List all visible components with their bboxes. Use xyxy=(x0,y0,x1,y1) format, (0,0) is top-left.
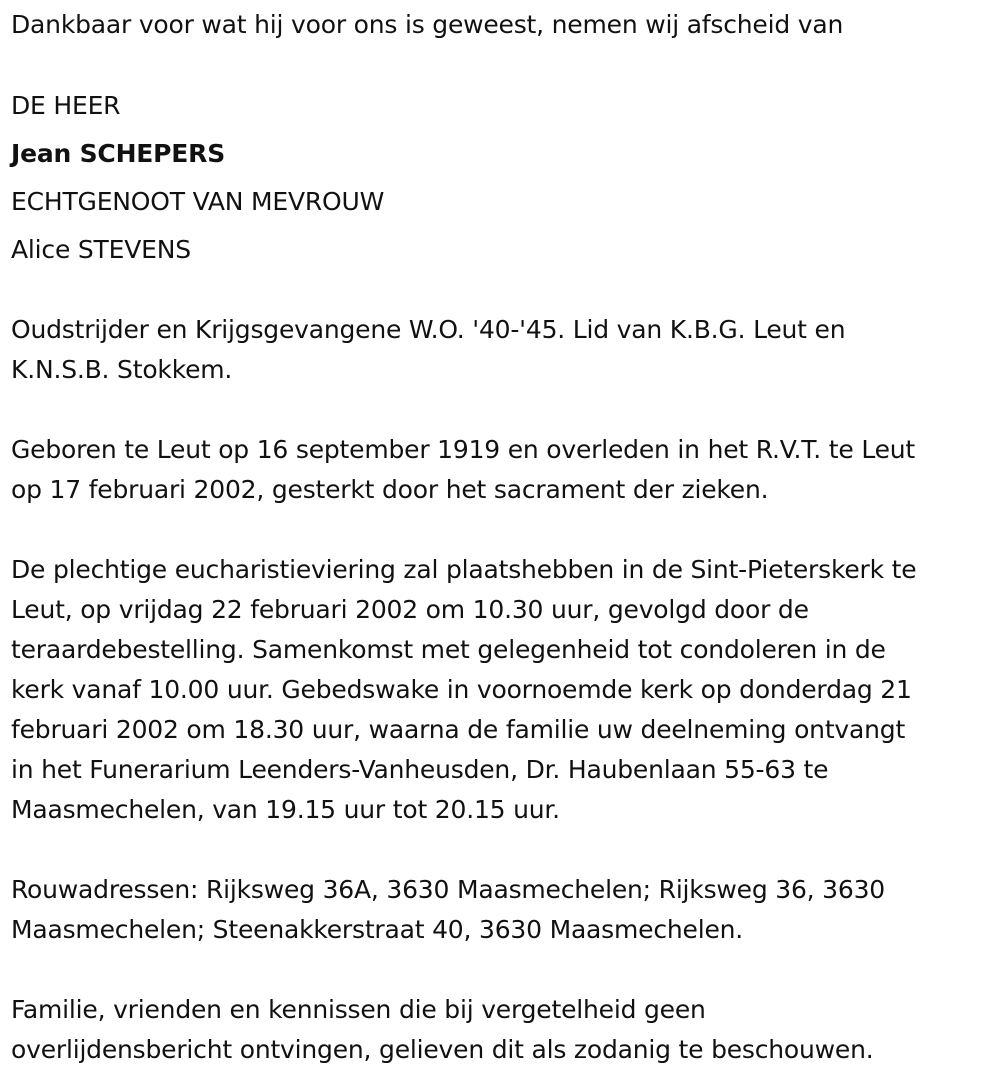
paragraph-line: Leut, op vrijdag 22 februari 2002 om 10.30 uur, gevolgd door de xyxy=(11,595,809,624)
paragraph-line: Maasmechelen, van 19.15 uur tot 20.15 uur. xyxy=(11,795,560,824)
intro-text: Dankbaar voor wat hij voor ons is geweest, nemen wij afscheid van xyxy=(11,10,844,39)
paragraph-line: Geboren te Leut op 16 september 1919 en overleden in het R.V.T. te Leut xyxy=(11,435,916,464)
paragraph-line: februari 2002 om 18.30 uur, waarna de familie uw deelneming ontvangt xyxy=(11,715,906,744)
paragraph-line: kerk vanaf 10.00 uur. Gebedswake in voornoemde kerk op donderdag 21 xyxy=(11,675,912,704)
paragraph-line: Rouwadressen: Rijksweg 36A, 3630 Maasmechelen; Rijksweg 36, 3630 xyxy=(11,875,885,904)
spouse-label: ECHTGENOOT VAN MEVROUW xyxy=(11,187,385,216)
spouse-name: Alice STEVENS xyxy=(11,235,191,264)
paragraph-line: in het Funerarium Leenders-Vanheusden, Dr. Haubenlaan 55-63 te xyxy=(11,755,829,784)
paragraph-line: op 17 februari 2002, gesterkt door het sacrament der zieken. xyxy=(11,475,769,504)
paragraph-line: Familie, vrienden en kennissen die bij vergetelheid geen xyxy=(11,995,706,1024)
paragraph-line: overlijdensbericht ontvingen, gelieven dit als zodanig te beschouwen. xyxy=(11,1035,874,1064)
honorific-title: DE HEER xyxy=(11,91,121,120)
deceased-name: Jean SCHEPERS xyxy=(11,139,226,168)
paragraph-line: K.N.S.B. Stokkem. xyxy=(11,355,233,384)
paragraph-closing-note xyxy=(11,990,991,1070)
paragraph-birth-death xyxy=(11,430,991,510)
paragraph-veteran-info xyxy=(11,310,991,390)
paragraph-line: De plechtige eucharistieviering zal plaatshebben in de Sint-Pieterskerk te xyxy=(11,555,917,584)
paragraph-line: teraardebestelling. Samenkomst met gelegenheid tot condoleren in de xyxy=(11,635,886,664)
paragraph-mourning-addresses xyxy=(11,870,991,950)
paragraph-ceremony xyxy=(11,550,996,830)
paragraph-line: Oudstrijder en Krijgsgevangene W.O. '40-'45. Lid van K.B.G. Leut en xyxy=(11,315,846,344)
paragraph-line: Maasmechelen; Steenakkerstraat 40, 3630 Maasmechelen. xyxy=(11,915,744,944)
